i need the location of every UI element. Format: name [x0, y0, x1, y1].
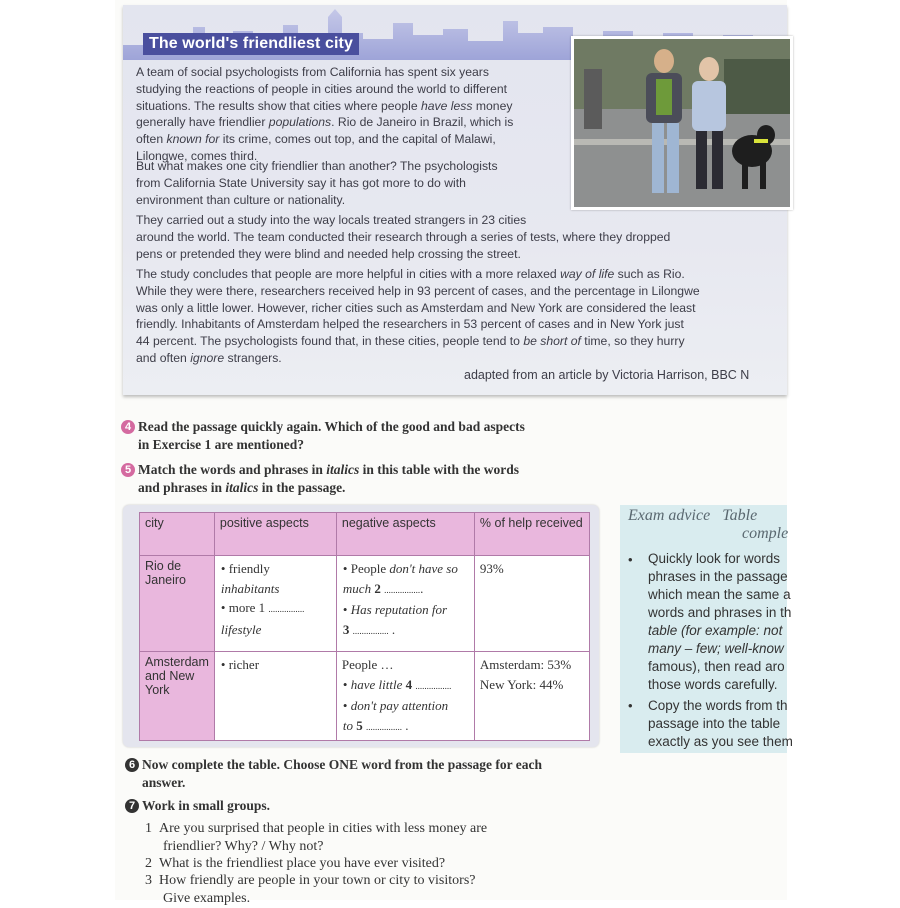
cell-positive: • friendly inhabitants • more 1 ................ lifestyle	[214, 556, 336, 652]
exam-advice-heading: Exam advice Table	[628, 507, 758, 524]
advice-line: Copy the words from th	[648, 698, 788, 713]
paragraph-2: But what makes one city friendlier than another? The psychologists from California State University say it has got more to do with environment than culture or nationality.	[136, 159, 498, 207]
blank-2[interactable]: ................	[384, 584, 421, 595]
cell-percent: 93%	[474, 556, 589, 652]
question-1: 1 Are you surprised that people in cities with less money are friendlier? Why? / Why not?	[145, 821, 488, 854]
advice-line: which mean the same a	[648, 587, 791, 602]
paragraph-1: A team of social psychologists from California has spent six years studying the reactions of people in cities around the world to different situations. The results show that cities where people have less money generally have friendlier populations. Rio de Janeiro in Brazil, which is often known for its crime, comes out top, and the capital of Malawi, Lilongwe, comes third.	[136, 65, 514, 163]
header-percent: % of help received	[474, 513, 589, 556]
header-negative: negative aspects	[336, 513, 474, 556]
advice-line: famous), then read aro	[648, 659, 785, 674]
cell-percent: Amsterdam: 53% New York: 44%	[474, 652, 589, 741]
cell-city: Amsterdam and New York	[140, 652, 215, 741]
cell-city: Rio de Janeiro	[140, 556, 215, 652]
cell-positive: • richer	[214, 652, 336, 741]
advice-line: those words carefully.	[648, 677, 778, 692]
advice-line: exactly as you see them	[648, 734, 793, 749]
exercise-6: 6 Now complete the table. Choose ONE word from the passage for each answer.	[125, 756, 542, 792]
paragraph-3: They carried out a study into the way locals treated strangers in 23 cities around the world. The team conducted their research through a series of tests, where they dropped pens or pretended they were blind and needed help crossing the street.	[136, 213, 671, 261]
passage-title: The world's friendliest city	[143, 33, 359, 55]
article-credit: adapted from an article by Victoria Harrison, BBC N	[464, 368, 750, 382]
blank-3[interactable]: ................	[352, 625, 389, 636]
question-2: 2 What is the friendliest place you have ever visited?	[145, 856, 446, 871]
table-row	[140, 556, 590, 652]
completion-table	[139, 512, 590, 741]
advice-line: words and phrases in th	[648, 605, 792, 620]
blank-1[interactable]: ................	[268, 604, 305, 614]
paragraph-4: The study concludes that people are more helpful in cities with a more relaxed way of life such as Rio. While they were there, researchers received help in 93 percent of cases, and the percentage in Lilongwe was only a little lower. However, richer cities such as Amsterdam and New York are considered the least friendly. Inhabitants of Amsterdam helped the researchers in 53 percent of cases and in New York just 44 percent. The psychologists found that, in these cities, people tend to be short of time, so they hurry and often ignore strangers.	[136, 267, 700, 365]
header-positive: positive aspects	[214, 513, 336, 556]
header-city: city	[140, 513, 215, 556]
exercise-4: 4 Read the passage quickly again. Which of the good and bad aspects in Exercise 1 are mentioned?	[121, 418, 525, 454]
advice-line: table (for example: not	[648, 623, 783, 638]
advice-line: phrases in the passage	[648, 569, 788, 584]
exercise-number: 7	[125, 799, 139, 813]
exercise-number: 6	[125, 758, 139, 772]
question-3: 3 How friendly are people in your town or city to visitors? Give examples.	[145, 873, 476, 906]
exercise-number: 5	[121, 463, 135, 477]
exam-advice-subheading: comple	[742, 525, 789, 542]
table-header-row	[140, 513, 590, 556]
table-row	[140, 652, 590, 741]
exercise-number: 4	[121, 420, 135, 434]
advice-line: many – few; well-know	[648, 641, 784, 656]
blank-4[interactable]: ................	[415, 680, 452, 691]
exercise-5: 5 Match the words and phrases in italics in this table with the words and phrases in italics in the passage.	[121, 461, 519, 497]
exercise-7: 7 Work in small groups.	[125, 797, 270, 815]
page-margin	[787, 0, 900, 900]
cell-negative: • People don't have so much 2 ................. • Has reputation for 3 ................ .	[336, 556, 474, 652]
bullet-icon: •	[628, 698, 633, 713]
advice-line: Quickly look for words	[648, 551, 781, 566]
blank-5[interactable]: ................	[366, 721, 403, 732]
advice-line: passage into the table	[648, 716, 781, 731]
cell-negative: People … • have little 4 ................ • don't pay attention to 5 ................ .	[336, 652, 474, 741]
bullet-icon: •	[628, 552, 633, 567]
photo-guide-dog	[571, 36, 793, 210]
